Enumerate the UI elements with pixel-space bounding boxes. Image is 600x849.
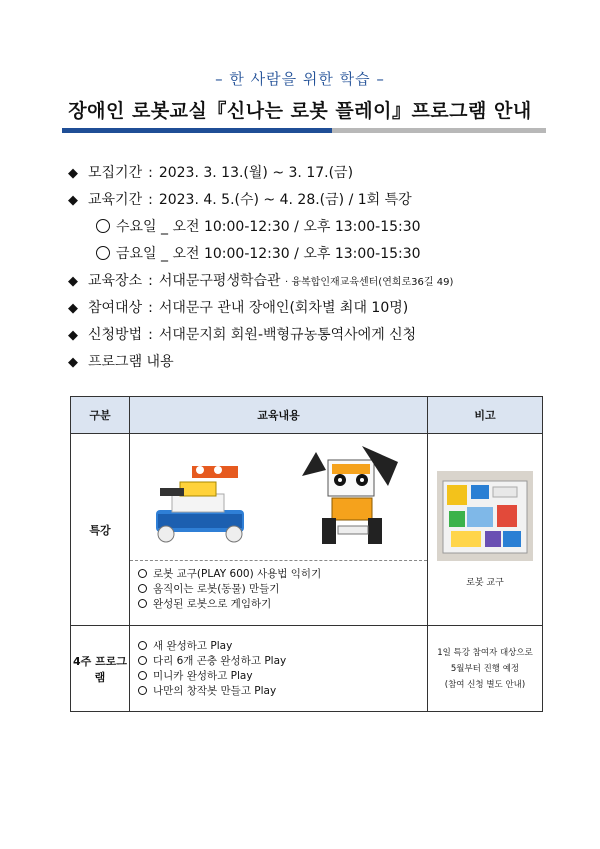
recruit-value: 2023. 3. 13.(월) ~ 3. 17.(금) (158, 165, 354, 181)
place-row: ◆ 교육장소 : 서대문구평생학습관 · 융복합인재교육센터(연희로36길 49) (66, 268, 586, 295)
special-note: 로봇 교구 (466, 578, 504, 588)
edu-period-label: 교육기간 (88, 192, 143, 208)
weekly-items (130, 633, 427, 705)
place-label: 교육장소 (88, 273, 143, 289)
table-row-special (71, 434, 543, 626)
special-items (130, 561, 427, 618)
title-underline (62, 128, 546, 133)
list-item: 새 완성하고 Play (138, 639, 427, 654)
circle-bullet-icon (96, 219, 110, 233)
apply-label: 신청방법 (88, 327, 143, 343)
list-item: 움직이는 로봇(동물) 만들기 (138, 582, 427, 597)
table-row-weekly (71, 626, 543, 712)
list-item: 미니카 완성하고 Play (138, 669, 427, 684)
session-row-wed (66, 214, 586, 241)
table-header-row (71, 397, 543, 434)
diamond-bullet-icon: ◆ (68, 328, 78, 343)
weekly-note: 1일 특강 참여자 대상으로 5월부터 진행 예정 (참여 신청 별도 안내) (428, 626, 543, 712)
list-item: 로봇 교구(PLAY 600) 사용법 익히기 (138, 567, 427, 582)
page-title: 장애인 로봇교실『신나는 로봇 플레이』프로그램 안내 (68, 100, 532, 122)
program-table (70, 396, 543, 712)
robot-car-image (152, 448, 262, 548)
diamond-bullet-icon: ◆ (68, 193, 78, 208)
edu-period-value: 2023. 4. 5.(수) ~ 4. 28.(금) / 1회 특강 (158, 192, 412, 208)
header-category: 구분 (71, 397, 130, 434)
target-label: 참여대상 (88, 300, 143, 316)
target-value: 서대문구 관내 장애인(회차별 최대 10명) (158, 300, 409, 316)
header-content: 교육내용 (130, 397, 428, 434)
robot-animal-image (302, 442, 412, 552)
edu-period-row: ◆ 교육기간 : 2023. 4. 5.(수) ~ 4. 28.(금) / 1회 특강 (66, 187, 586, 214)
robot-images (130, 434, 427, 561)
list-item: 완성된 로봇으로 게임하기 (138, 597, 427, 612)
session-text: 수요일 _ 오전 10:00-12:30 / 오후 13:00-15:30 (116, 219, 421, 235)
apply-value: 서대문지회 회원-백형규농통역사에게 신청 (158, 327, 417, 343)
list-item: 나만의 창작봇 만들고 Play (138, 684, 427, 699)
diamond-bullet-icon: ◆ (68, 166, 78, 181)
header-note: 비고 (428, 397, 543, 434)
place-value: 서대문구평생학습관 (158, 273, 281, 289)
program-heading: 프로그램 내용 (88, 354, 174, 370)
place-detail: · 융복합인재교육센터(연희로36길 49) (285, 277, 454, 288)
special-content (130, 434, 428, 626)
session-row-fri (66, 241, 586, 268)
weekly-content (130, 626, 428, 712)
info-section (66, 160, 586, 376)
diamond-bullet-icon: ◆ (68, 355, 78, 370)
diamond-bullet-icon: ◆ (68, 274, 78, 289)
apply-row: ◆ 신청방법 : 서대문지회 회원-백형규농통역사에게 신청 (66, 322, 586, 349)
special-category: 특강 (71, 434, 130, 626)
circle-bullet-icon (96, 246, 110, 260)
session-text: 금요일 _ 오전 10:00-12:30 / 오후 13:00-15:30 (116, 246, 421, 262)
diamond-bullet-icon: ◆ (68, 301, 78, 316)
subtitle: – 한 사람을 위한 학습 – (215, 70, 385, 88)
recruit-row: ◆ 모집기간 : 2023. 3. 13.(월) ~ 3. 17.(금) (66, 160, 586, 187)
list-item: 다리 6개 곤충 완성하고 Play (138, 654, 427, 669)
robot-kit-image (437, 471, 533, 561)
target-row: ◆ 참여대상 : 서대문구 관내 장애인(회차별 최대 10명) (66, 295, 586, 322)
special-note-cell (428, 434, 543, 626)
weekly-category: 4주 프로그램 (71, 626, 130, 712)
program-heading-row (66, 349, 586, 376)
recruit-label: 모집기간 (88, 165, 143, 181)
